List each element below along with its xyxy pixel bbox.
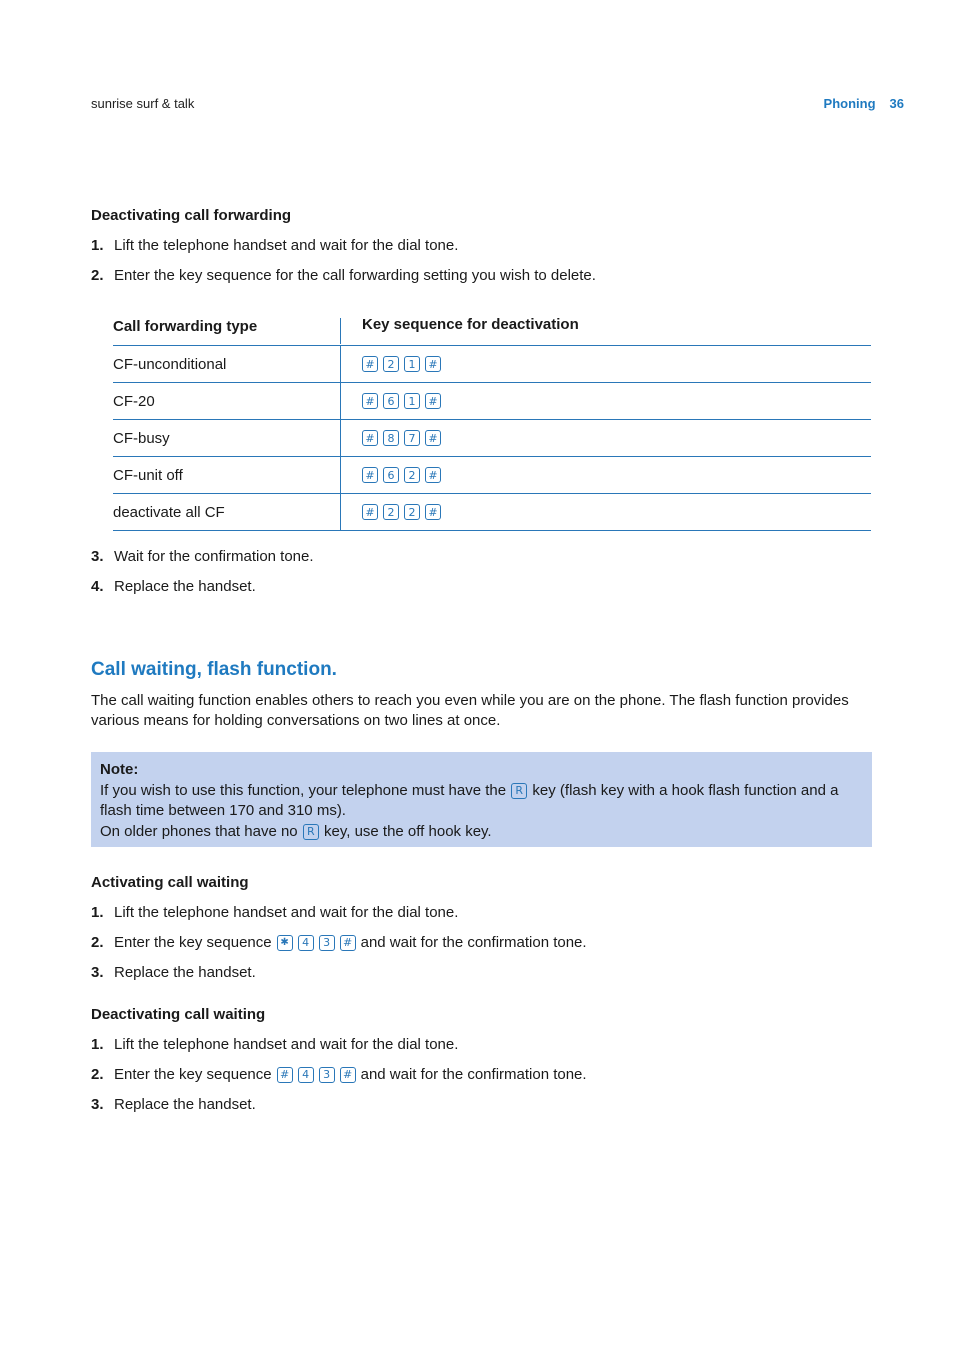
note-label: Note:	[100, 761, 139, 778]
list-item	[91, 964, 256, 981]
step-number: 2.	[91, 1066, 104, 1083]
note-text: If you wish to use this function, your telephone must have the	[100, 781, 507, 799]
list-item	[91, 237, 458, 254]
hash-key-icon: #	[340, 1067, 356, 1083]
step-text: and wait for the confirmation tone.	[360, 1066, 587, 1083]
r-key-icon: R	[303, 824, 319, 840]
deactivating-forwarding-heading: Deactivating call forwarding	[91, 207, 292, 224]
call-waiting-intro: The call waiting function enables others to reach you even while you are on the phone. The flash function provides various means for holding conversations on two lines at once.	[91, 692, 849, 729]
hash-key-icon: #	[362, 467, 378, 483]
key-sequence	[277, 1067, 361, 1083]
digit-1-key-icon: 1	[404, 356, 420, 372]
hash-key-icon: #	[425, 393, 441, 409]
note-line-1	[100, 781, 863, 822]
forwarding-type-cell: CF-unit off	[113, 457, 341, 493]
step-number: 1.	[91, 237, 104, 254]
step-text: Lift the telephone handset and wait for the dial tone.	[114, 237, 459, 254]
step-text: Wait for the confirmation tone.	[114, 548, 314, 565]
step-text: Lift the telephone handset and wait for the dial tone.	[114, 1036, 459, 1053]
digit-3-key-icon: 3	[319, 935, 335, 951]
digit-2-key-icon: 2	[404, 467, 420, 483]
step-number: 3.	[91, 548, 104, 565]
page-number: 36	[889, 96, 904, 111]
table-row	[113, 346, 871, 383]
key-sequence-cell	[341, 494, 446, 530]
digit-1-key-icon: 1	[404, 393, 420, 409]
step-text: Replace the handset.	[114, 964, 256, 981]
list-item	[91, 904, 458, 921]
list-item	[91, 548, 314, 565]
hash-key-icon: #	[362, 356, 378, 372]
step-number: 4.	[91, 578, 104, 595]
digit-2-key-icon: 2	[383, 356, 399, 372]
step-text: and wait for the confirmation tone.	[360, 934, 587, 951]
hash-key-icon: #	[362, 430, 378, 446]
r-key-icon: R	[511, 783, 527, 799]
list-item	[91, 1036, 458, 1053]
forwarding-table	[113, 316, 871, 531]
table-row	[113, 457, 871, 494]
digit-3-key-icon: 3	[319, 1067, 335, 1083]
hash-key-icon: #	[425, 504, 441, 520]
hash-key-icon: #	[425, 467, 441, 483]
step-text: Enter the key sequence for the call forwarding setting you wish to delete.	[114, 267, 596, 284]
list-item	[91, 578, 256, 595]
list-item	[91, 934, 587, 951]
note-box	[91, 752, 872, 847]
table-row	[113, 383, 871, 420]
table-body	[113, 346, 871, 531]
key-sequence-cell	[341, 383, 446, 419]
step-number: 1.	[91, 1036, 104, 1053]
key-sequence-cell	[341, 420, 446, 456]
hash-key-icon: #	[362, 504, 378, 520]
note-line-2	[100, 822, 863, 843]
list-item	[91, 1066, 587, 1083]
star-key-icon: ✱	[277, 935, 293, 951]
column-header-keys: Key sequence for deactivation	[362, 316, 579, 333]
step-text: Enter the key sequence	[114, 1066, 272, 1083]
step-number: 2.	[91, 934, 104, 951]
step-text: Replace the handset.	[114, 578, 256, 595]
step-number: 1.	[91, 904, 104, 921]
digit-7-key-icon: 7	[404, 430, 420, 446]
forwarding-type-cell: deactivate all CF	[113, 494, 341, 530]
table-header-row	[113, 316, 871, 346]
step-number: 3.	[91, 964, 104, 981]
forwarding-type-cell: CF-unconditional	[113, 346, 341, 382]
table-row	[113, 420, 871, 457]
document-title: sunrise surf & talk	[91, 96, 195, 111]
step-number: 2.	[91, 267, 104, 284]
table-row	[113, 494, 871, 531]
key-sequence	[277, 935, 361, 951]
activating-waiting-heading: Activating call waiting	[91, 874, 249, 891]
hash-key-icon: #	[340, 935, 356, 951]
note-text: key (flash key with a hook flash function and a flash time between 170 and 310 ms).	[100, 781, 839, 819]
page-header-right	[824, 96, 904, 111]
hash-key-icon: #	[425, 430, 441, 446]
digit-2-key-icon: 2	[383, 504, 399, 520]
forwarding-type-cell: CF-busy	[113, 420, 341, 456]
step-text: Lift the telephone handset and wait for the dial tone.	[114, 904, 459, 921]
list-item	[91, 267, 596, 284]
hash-key-icon: #	[362, 393, 378, 409]
section-name: Phoning	[823, 96, 876, 111]
key-sequence-cell	[341, 346, 446, 382]
note-text: On older phones that have no	[100, 822, 298, 840]
digit-8-key-icon: 8	[383, 430, 399, 446]
step-number: 3.	[91, 1096, 104, 1113]
hash-key-icon: #	[277, 1067, 293, 1083]
call-waiting-heading: Call waiting, flash function.	[91, 659, 337, 680]
step-text: Replace the handset.	[114, 1096, 256, 1113]
step-text: Enter the key sequence	[114, 934, 272, 951]
digit-6-key-icon: 6	[383, 393, 399, 409]
note-text: key, use the off hook key.	[324, 822, 492, 840]
deactivating-waiting-heading: Deactivating call waiting	[91, 1006, 266, 1023]
digit-6-key-icon: 6	[383, 467, 399, 483]
key-sequence-cell	[341, 457, 446, 493]
list-item	[91, 1096, 256, 1113]
column-header-type: Call forwarding type	[113, 318, 341, 344]
digit-4-key-icon: 4	[298, 935, 314, 951]
digit-4-key-icon: 4	[298, 1067, 314, 1083]
forwarding-type-cell: CF-20	[113, 383, 341, 419]
hash-key-icon: #	[425, 356, 441, 372]
digit-2-key-icon: 2	[404, 504, 420, 520]
